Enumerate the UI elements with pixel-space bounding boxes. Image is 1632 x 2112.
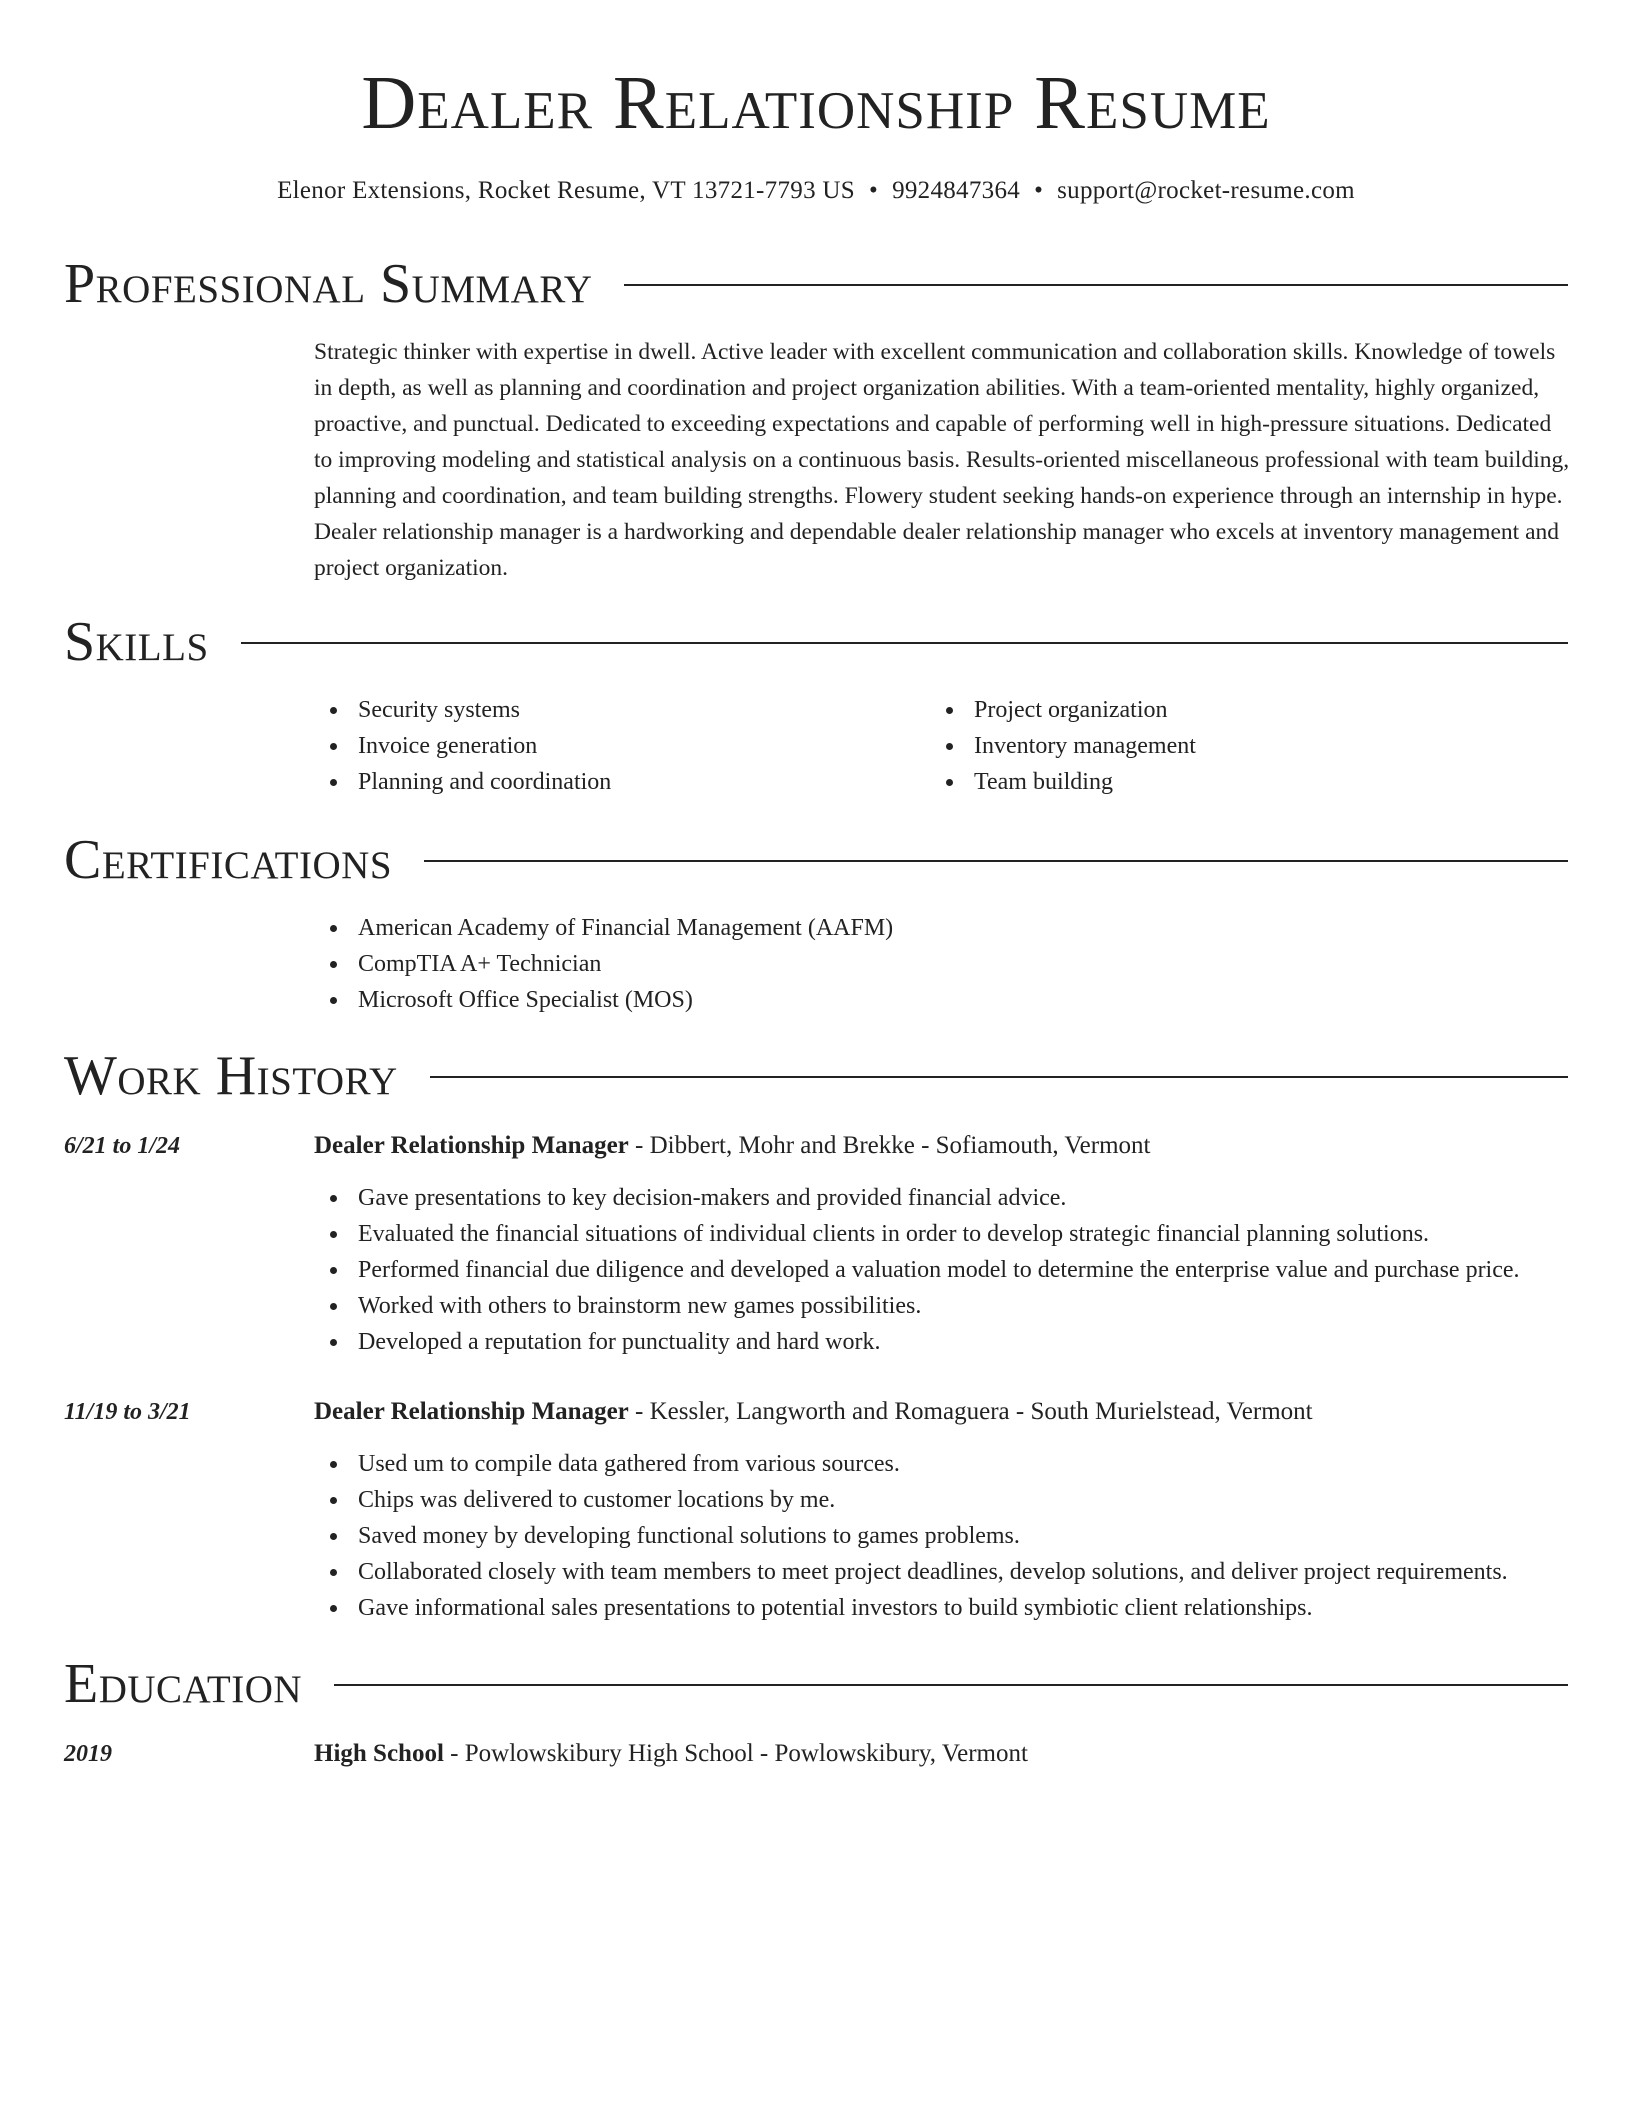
section-title: Work History [64,1045,398,1107]
section-divider [334,1684,1568,1686]
contact-phone: 9924847364 [892,177,1021,204]
job-duty-item: Performed financial due diligence and developed a valuation model to determine the enterprise value and purchase price. [314,1252,1570,1288]
job-entry [314,1394,1570,1626]
section-divider [241,642,1568,644]
job-employer: - Dibbert, Mohr and Brekke - Sofiamouth, Vermont [628,1132,1151,1159]
job-duty-item: Worked with others to brainstorm new games possibilities. [314,1288,1570,1324]
education-entry [314,1736,1570,1772]
section-divider [430,1076,1568,1078]
skills-list [314,692,1570,800]
certifications-list [314,910,1570,1018]
job-dates: 11/19 to 3/21 [64,1399,191,1425]
job-title-line [314,1394,1570,1430]
job-title-line [314,1128,1570,1164]
contact-address: Elenor Extensions, Rocket Resume, VT 13721-7793 US [277,177,855,204]
contact-email: support@rocket-resume.com [1057,177,1355,204]
contact-line [0,174,1632,208]
summary-block [314,334,1570,586]
section-divider [624,284,1568,286]
summary-text: Strategic thinker with expertise in dwell. Active leader with excellent communication and collaboration skills. Knowledge of towels in depth, as well as planning and coordination and project organization abilities. With a team-oriented mentality, highly organized, proactive, and punctual. Dedicated to exceeding expectations and capable of performing well in high-pressure situations. Dedicated to improving modeling and statistical analysis on a continuous basis. Results-oriented miscellaneous professional with team building, planning and coordination, and team building strengths. Flowery student seeking hands-on experience through an internship in hype. Dealer relationship manager is a hardworking and dependable dealer relationship manager who excels at inventory management and project organization. [314,339,1570,581]
certification-item: American Academy of Financial Management (AAFM) [314,910,1570,946]
skill-item: Team building [930,764,1546,800]
section-header-education [64,1652,1568,1716]
section-header-summary [64,252,1568,316]
education-title-line [314,1736,1570,1772]
section-header-work-history [64,1044,1568,1108]
job-duty-item: Gave presentations to key decision-makers and provided financial advice. [314,1180,1570,1216]
certification-item: Microsoft Office Specialist (MOS) [314,982,1570,1018]
resume-title: Dealer Relationship Resume [361,61,1271,145]
skill-item: Invoice generation [314,728,930,764]
skills-column-right [930,692,1546,800]
job-duty-item: Saved money by developing functional solutions to games problems. [314,1518,1570,1554]
job-duty-item: Used um to compile data gathered from various sources. [314,1446,1570,1482]
education-degree: High School [314,1740,444,1767]
skills-column-left [314,692,930,800]
job-duty-item: Gave informational sales presentations to potential investors to build symbiotic client relationships. [314,1590,1570,1626]
section-title: Education [64,1653,303,1715]
job-title: Dealer Relationship Manager [314,1398,629,1425]
section-title: Certifications [64,829,393,891]
skill-item: Inventory management [930,728,1546,764]
section-title: Skills [64,611,209,673]
job-dates: 6/21 to 1/24 [64,1133,181,1159]
certification-item: CompTIA A+ Technician [314,946,1570,982]
education-school: - Powlowskibury High School - Powlowskibury, Vermont [443,1740,1028,1767]
job-duty-item: Chips was delivered to customer locations by me. [314,1482,1570,1518]
section-title: Professional Summary [64,253,593,315]
contact-separator: • [869,177,879,204]
job-duties [314,1446,1570,1626]
job-duties [314,1180,1570,1360]
section-header-skills [64,610,1568,674]
skill-item: Project organization [930,692,1546,728]
job-employer: - Kessler, Langworth and Romaguera - South Murielstead, Vermont [628,1398,1313,1425]
job-duty-item: Developed a reputation for punctuality and hard work. [314,1324,1570,1360]
job-entry [314,1128,1570,1360]
contact-separator: • [1034,177,1044,204]
section-header-certifications [64,828,1568,892]
section-divider [424,860,1568,862]
skill-item: Security systems [314,692,930,728]
skill-item: Planning and coordination [314,764,930,800]
job-title: Dealer Relationship Manager [314,1132,629,1159]
job-duty-item: Collaborated closely with team members to meet project deadlines, develop solutions, and deliver project requirements. [314,1554,1570,1590]
education-year: 2019 [64,1741,112,1767]
job-duty-item: Evaluated the financial situations of individual clients in order to develop strategic financial planning solutions. [314,1216,1570,1252]
